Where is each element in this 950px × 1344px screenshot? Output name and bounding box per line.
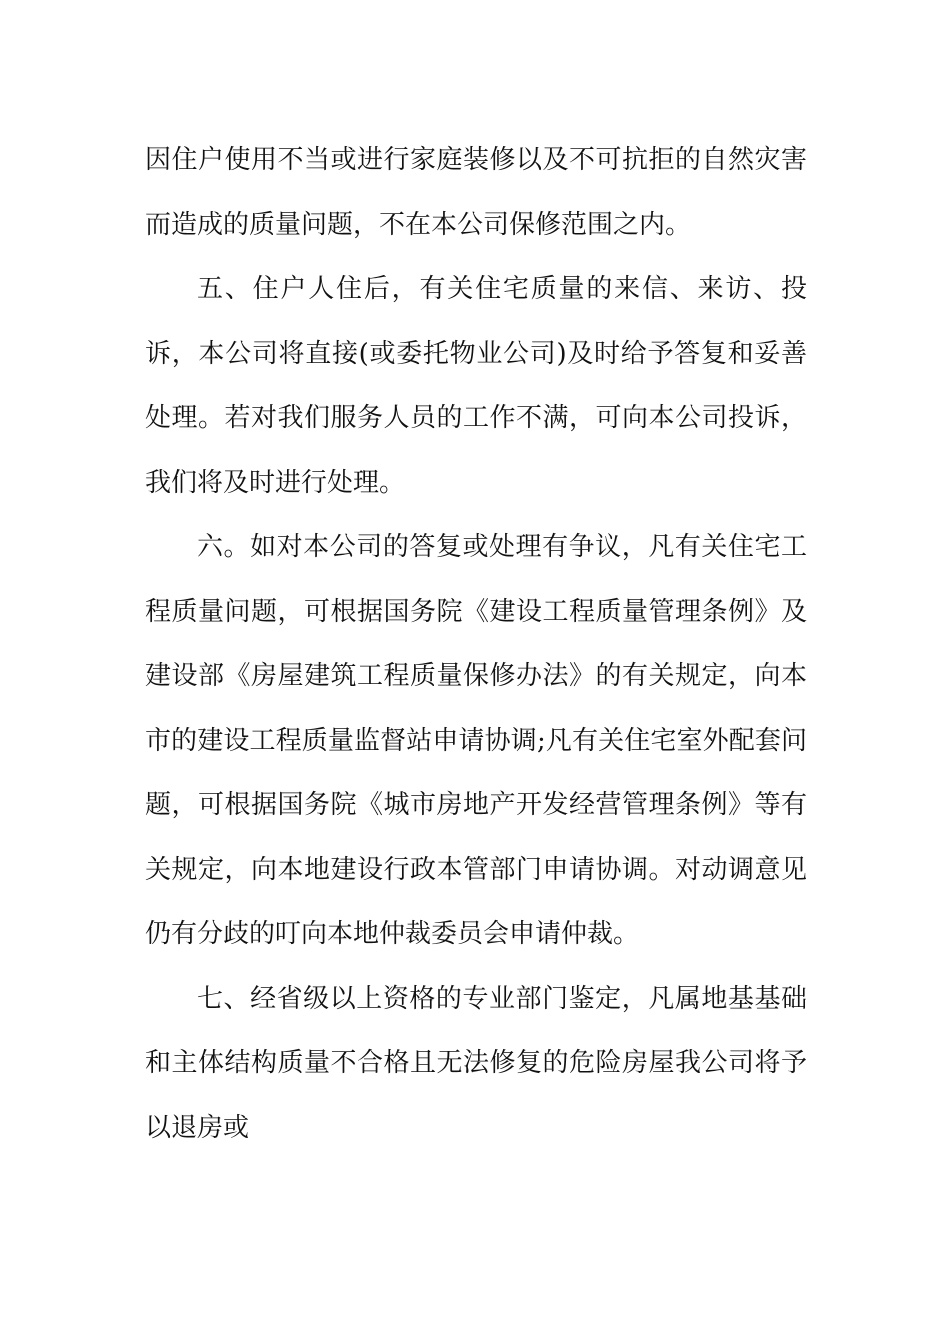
paragraph-1: 因住户使用不当或进行家庭装修以及不可抗拒的自然灾害而造成的质量问题，不在本公司保修范围之内。 [145,145,807,240]
paragraph-2: 五、住户人住后，有关住宅质量的来信、来访、投诉，本公司将直接(或委托物业公司)及时给予答复和妥善处理。若对我们服务人员的工作不满，可向本公司投诉，我们将及时进行处理。 [145,274,807,498]
paragraph-3: 六。如对本公司的答复或处理有争议，凡有关住宅工程质量问题，可根据国务院《建设工程质量管理条例》及建设部《房屋建筑工程质量保修办法》的有关规定，向本市的建设工程质量监督站申请协调;凡有关住宅室外配套问题，可根据国务院《城市房地产开发经营管理条例》等有关规定，向本地建设行政本管部门申请协调。对动调意见仍有分歧的叮向本地仲裁委员会申请仲裁。 [145,532,807,949]
document-body [145,128,807,1160]
paragraph-4: 七、经省级以上资格的专业部门鉴定，凡属地基基础和主体结构质量不合格且无法修复的危险房屋我公司将予以退房或 [145,983,807,1143]
